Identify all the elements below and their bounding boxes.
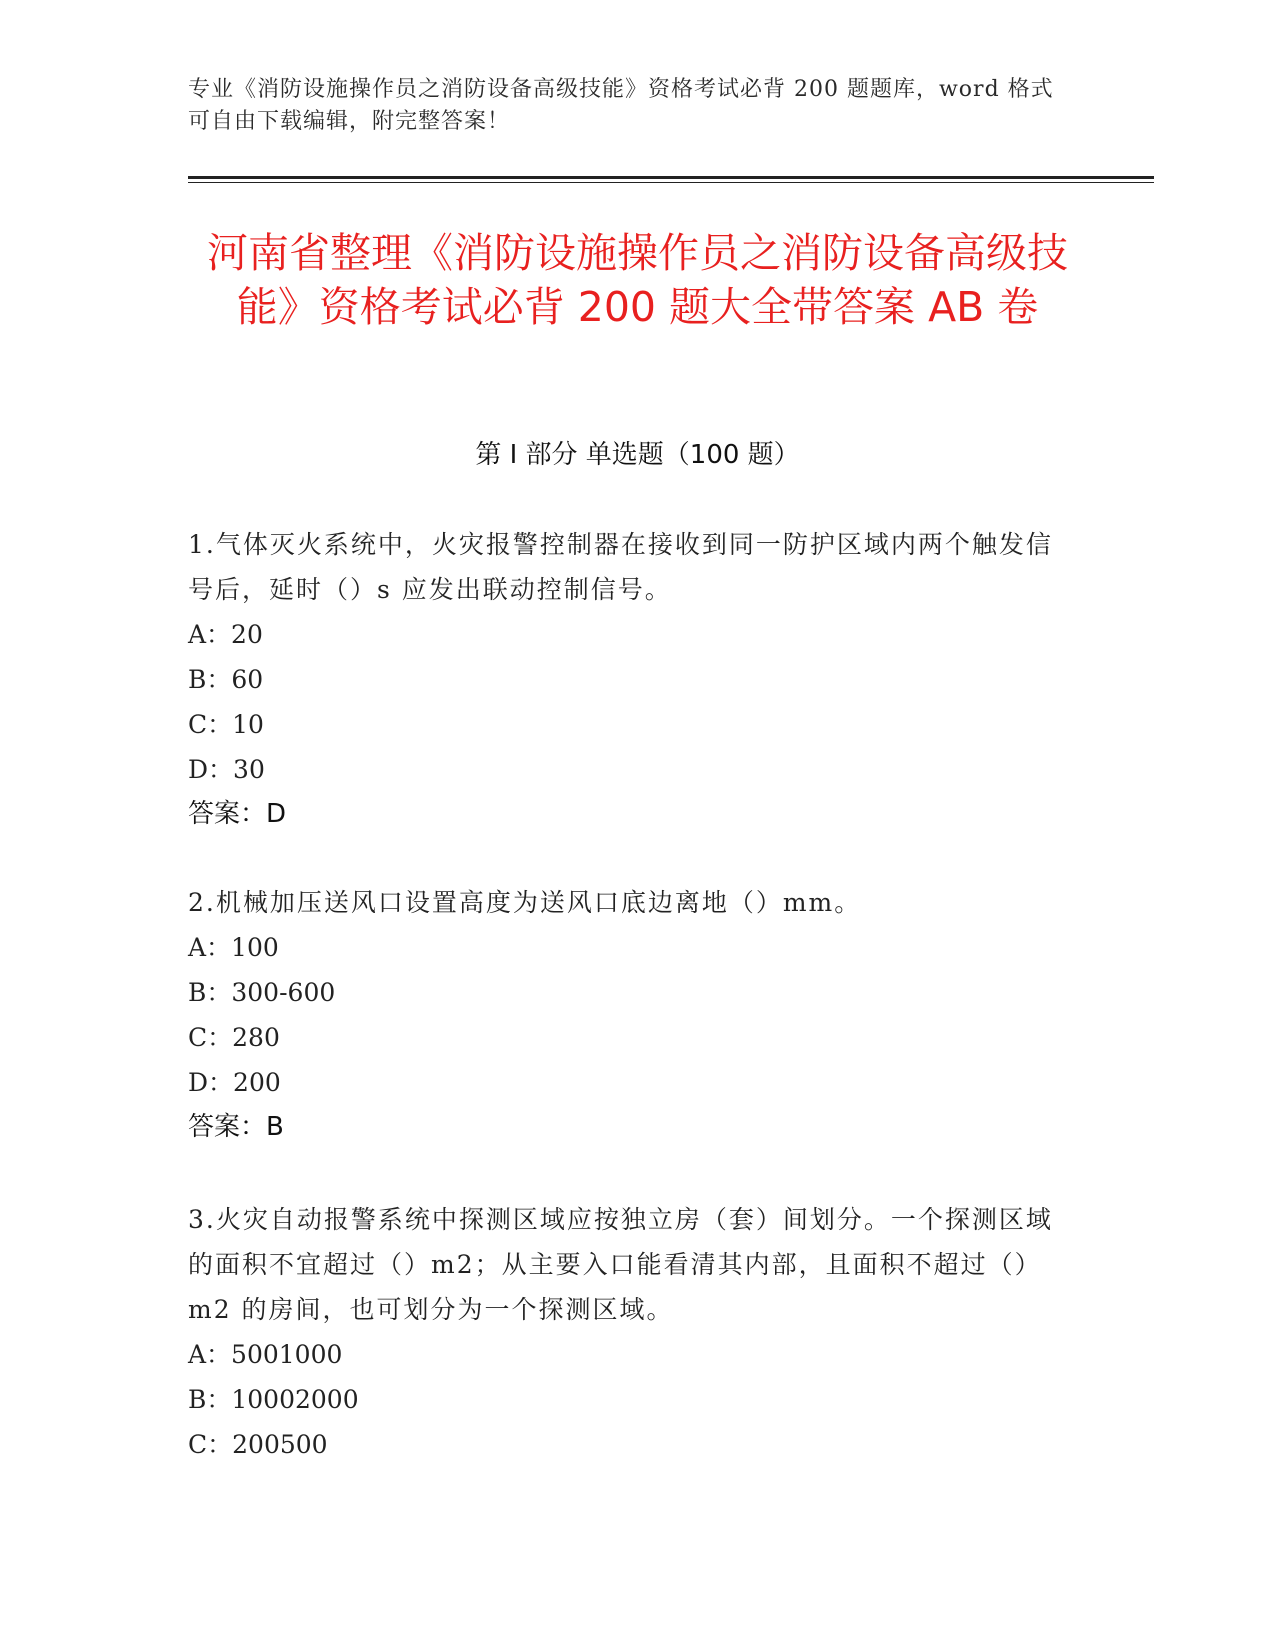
option-a: A：5001000 <box>188 1340 343 1369</box>
question-3 <box>188 1197 1068 1467</box>
option-d: D：200 <box>188 1068 281 1097</box>
question-text: 2.机械加压送风口设置高度为送风口底边离地（）mm。 <box>188 888 862 917</box>
header-divider-thin <box>188 182 1154 183</box>
question-1 <box>188 522 1068 837</box>
option-c: C：10 <box>188 710 264 739</box>
header-divider <box>188 176 1154 179</box>
option-b: B：60 <box>188 665 264 694</box>
option-a: A：20 <box>188 620 263 649</box>
option-a: A：100 <box>188 933 279 962</box>
option-b: B：300-600 <box>188 978 336 1007</box>
option-d: D：30 <box>188 755 265 784</box>
question-text: 3.火灾自动报警系统中探测区域应按独立房（套）间划分。一个探测区域的面积不宜超过（）m2；从主要入口能看清其内部，且面积不超过（）m2 的房间，也可划分为一个探测区域。 <box>188 1205 1053 1324</box>
option-c: C：200500 <box>188 1430 328 1459</box>
option-b: B：10002000 <box>188 1385 359 1414</box>
question-text: 1.气体灭火系统中，火灾报警控制器在接收到同一防护区域内两个触发信号后，延时（）s 应发出联动控制信号。 <box>188 530 1053 604</box>
section-heading: 第 I 部分 单选题（100 题） <box>475 440 800 470</box>
question-2 <box>188 880 1068 1150</box>
answer: 答案：B <box>188 1112 284 1142</box>
header-note: 专业《消防设施操作员之消防设备高级技能》资格考试必背 200 题题库，word 格式可自由下载编辑，附完整答案！ <box>188 77 1054 134</box>
option-c: C：280 <box>188 1023 280 1052</box>
document-title: 河南省整理《消防设施操作员之消防设备高级技能》资格考试必背 200 题大全带答案 AB 卷 <box>207 229 1068 331</box>
answer: 答案：D <box>188 799 287 829</box>
